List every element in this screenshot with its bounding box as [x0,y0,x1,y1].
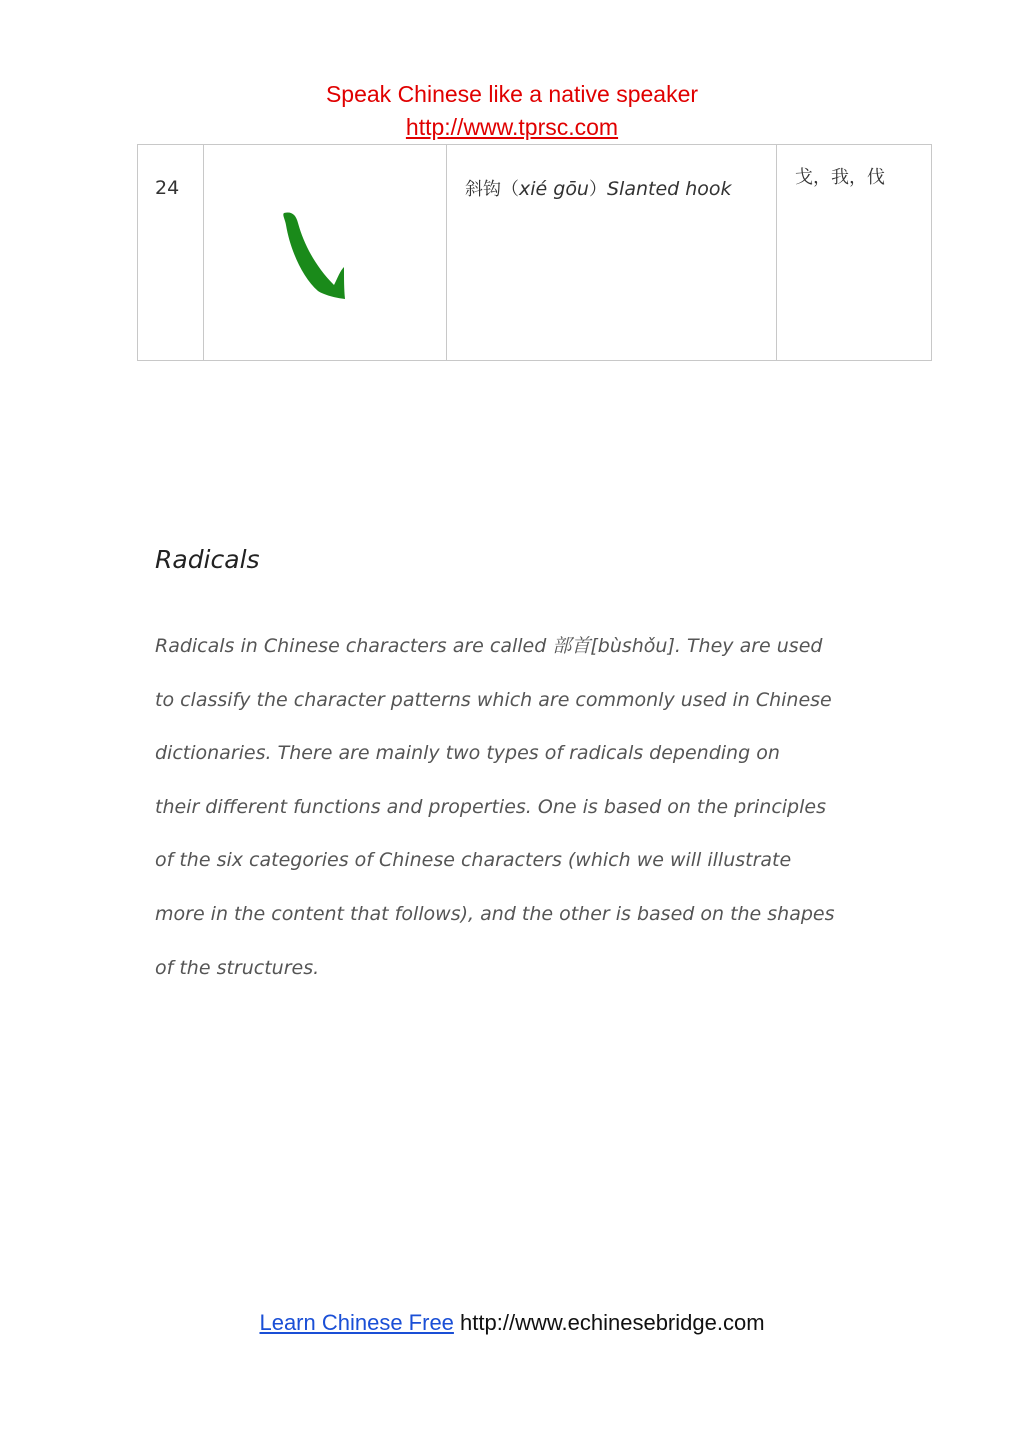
stroke-name [447,145,777,361]
section-body [155,620,885,995]
stroke-name-close: ） [588,179,607,200]
body-line: dictionaries. There are mainly two types of radicals depending on [155,742,780,765]
header-link[interactable]: http://www.tprsc.com [405,114,619,140]
footer-url: http://www.echinesebridge.com [453,1310,765,1335]
slanted-hook-stroke-icon [274,205,364,305]
footer-link[interactable]: Learn Chinese Free [259,1310,454,1335]
body-line: of the six categories of Chinese characters (which we will illustrate [155,849,792,872]
stroke-examples: 戈，我，伐 [777,145,932,361]
page-footer [0,1310,1024,1336]
stroke-name-cn: 斜钩（ [465,179,519,200]
stroke-name-pinyin: xié gōu [519,178,589,200]
body-line: their different functions and properties. One is based on the principles [155,795,826,818]
section-title: Radicals [155,545,260,574]
body-line: more in the content that follows), and the other is based on the shapes [155,902,835,925]
stroke-image-cell [204,145,447,361]
stroke-name-en: Slanted hook [606,178,732,200]
table-row [138,145,932,361]
body-line: of the structures. [155,956,320,979]
stroke-table [137,144,932,361]
header-tagline: Speak Chinese like a native speaker [325,81,699,107]
stroke-number: 24 [138,145,204,361]
body-line: Radicals in Chinese characters are called 部首[bùshǒu]. They are used [155,635,823,657]
page-header [0,78,1024,144]
body-line: to classify the character patterns which are commonly used in Chinese [155,688,832,711]
